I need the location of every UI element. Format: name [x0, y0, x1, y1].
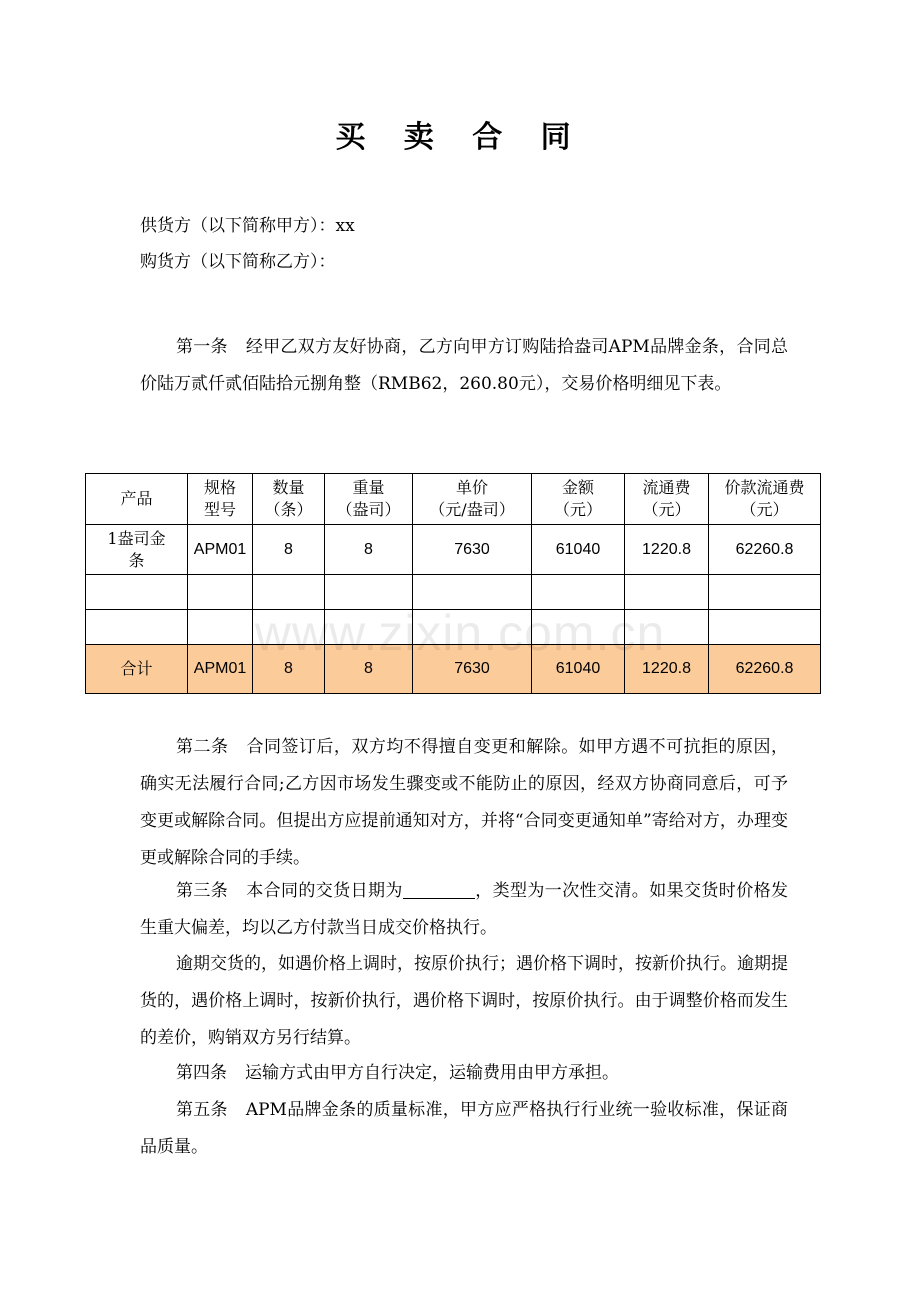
header-model: 规格 型号 — [188, 474, 253, 525]
cell-total-fee: 1220.8 — [625, 645, 709, 694]
clause-3-number: 第三条 — [176, 881, 229, 901]
table-total-row — [86, 645, 821, 694]
clause-4 — [140, 1055, 788, 1092]
clause-1 — [140, 329, 788, 403]
cell-total-model: APM01 — [188, 645, 253, 694]
clause-1-text: 经甲乙双方友好协商，乙方向甲方订购陆拾盎司APM品牌金条，合同总价陆万贰仟贰佰陆拾元捌角整（RMB62，260.80元），交易价格明细见下表。 — [140, 337, 789, 394]
clause-3-text-before: 本合同的交货日期为 — [246, 881, 403, 901]
document-title: 买 卖 合 同 — [335, 120, 585, 155]
table-header-row — [86, 474, 821, 525]
cell-total-unit-price: 7630 — [413, 645, 532, 694]
table-row-empty — [86, 610, 821, 645]
clause-2 — [140, 729, 788, 877]
cell-total-sum: 62260.8 — [709, 645, 821, 694]
clause-3-continued-text: 逾期交货的，如遇价格上调时，按原价执行；遇价格下调时，按新价执行。逾期提货的，遇价格上调时，按新价执行，遇价格下调时，按原价执行。由于调整价格而发生的差价，购销双方另行结算。 — [140, 954, 788, 1048]
cell-total-label: 合计 — [86, 645, 188, 694]
clause-2-number: 第二条 — [176, 737, 229, 757]
cell-total-amount: 61040 — [532, 645, 625, 694]
price-detail-table — [85, 473, 821, 694]
cell-amount: 61040 — [532, 525, 625, 575]
header-unit-price: 单价 （元/盎司） — [413, 474, 532, 525]
cell-fee: 1220.8 — [625, 525, 709, 575]
cell-total-quantity: 8 — [253, 645, 325, 694]
cell-unit-price: 7630 — [413, 525, 532, 575]
cell-product: 1盎司金 条 — [86, 525, 188, 575]
header-amount: 金额 （元） — [532, 474, 625, 525]
clause-5 — [140, 1092, 788, 1166]
watermark: www.zixin.com.cn — [254, 605, 666, 661]
cell-model: APM01 — [188, 525, 253, 575]
table-row — [86, 525, 821, 575]
header-fee: 流通费 （元） — [625, 474, 709, 525]
header-product: 产品 — [86, 474, 188, 525]
clause-3 — [140, 873, 788, 947]
table-row-empty — [86, 575, 821, 610]
clause-5-number: 第五条 — [176, 1100, 228, 1120]
header-weight: 重量 （盎司） — [325, 474, 413, 525]
delivery-date-blank — [403, 881, 475, 899]
clause-3-continued — [140, 946, 788, 1057]
cell-total: 62260.8 — [709, 525, 821, 575]
cell-total-weight: 8 — [325, 645, 413, 694]
clause-4-text: 运输方式由甲方自行决定，运输费用由甲方承担。 — [245, 1063, 619, 1083]
cell-weight: 8 — [325, 525, 413, 575]
cell-quantity: 8 — [253, 525, 325, 575]
clause-4-number: 第四条 — [176, 1063, 227, 1083]
clause-3-text-after: ，类型为一次性交清。如果交货时价格发生重大偏差，均以乙方付款当日成交价格执行。 — [140, 881, 789, 938]
header-total: 价款流通费 （元） — [709, 474, 821, 525]
clause-5-text: APM品牌金条的质量标准，甲方应严格执行行业统一验收标准，保证商品质量。 — [140, 1100, 789, 1157]
buyer-line: 购货方（以下简称乙方）： — [140, 252, 336, 272]
supplier-line: 供货方（以下简称甲方）：xx — [140, 216, 355, 236]
clause-1-number: 第一条 — [176, 337, 228, 357]
clause-2-text: 合同签订后，双方均不得擅自变更和解除。如甲方遇不可抗拒的原因，确实无法履行合同;乙方因市场发生骤变或不能防止的原因，经双方协商同意后，可予变更或解除合同。但提出方应提前通知对方，并将“合同变更通知单”寄给对方，办理变更或解除合同的手续。 — [140, 737, 789, 868]
header-quantity: 数量 （条） — [253, 474, 325, 525]
